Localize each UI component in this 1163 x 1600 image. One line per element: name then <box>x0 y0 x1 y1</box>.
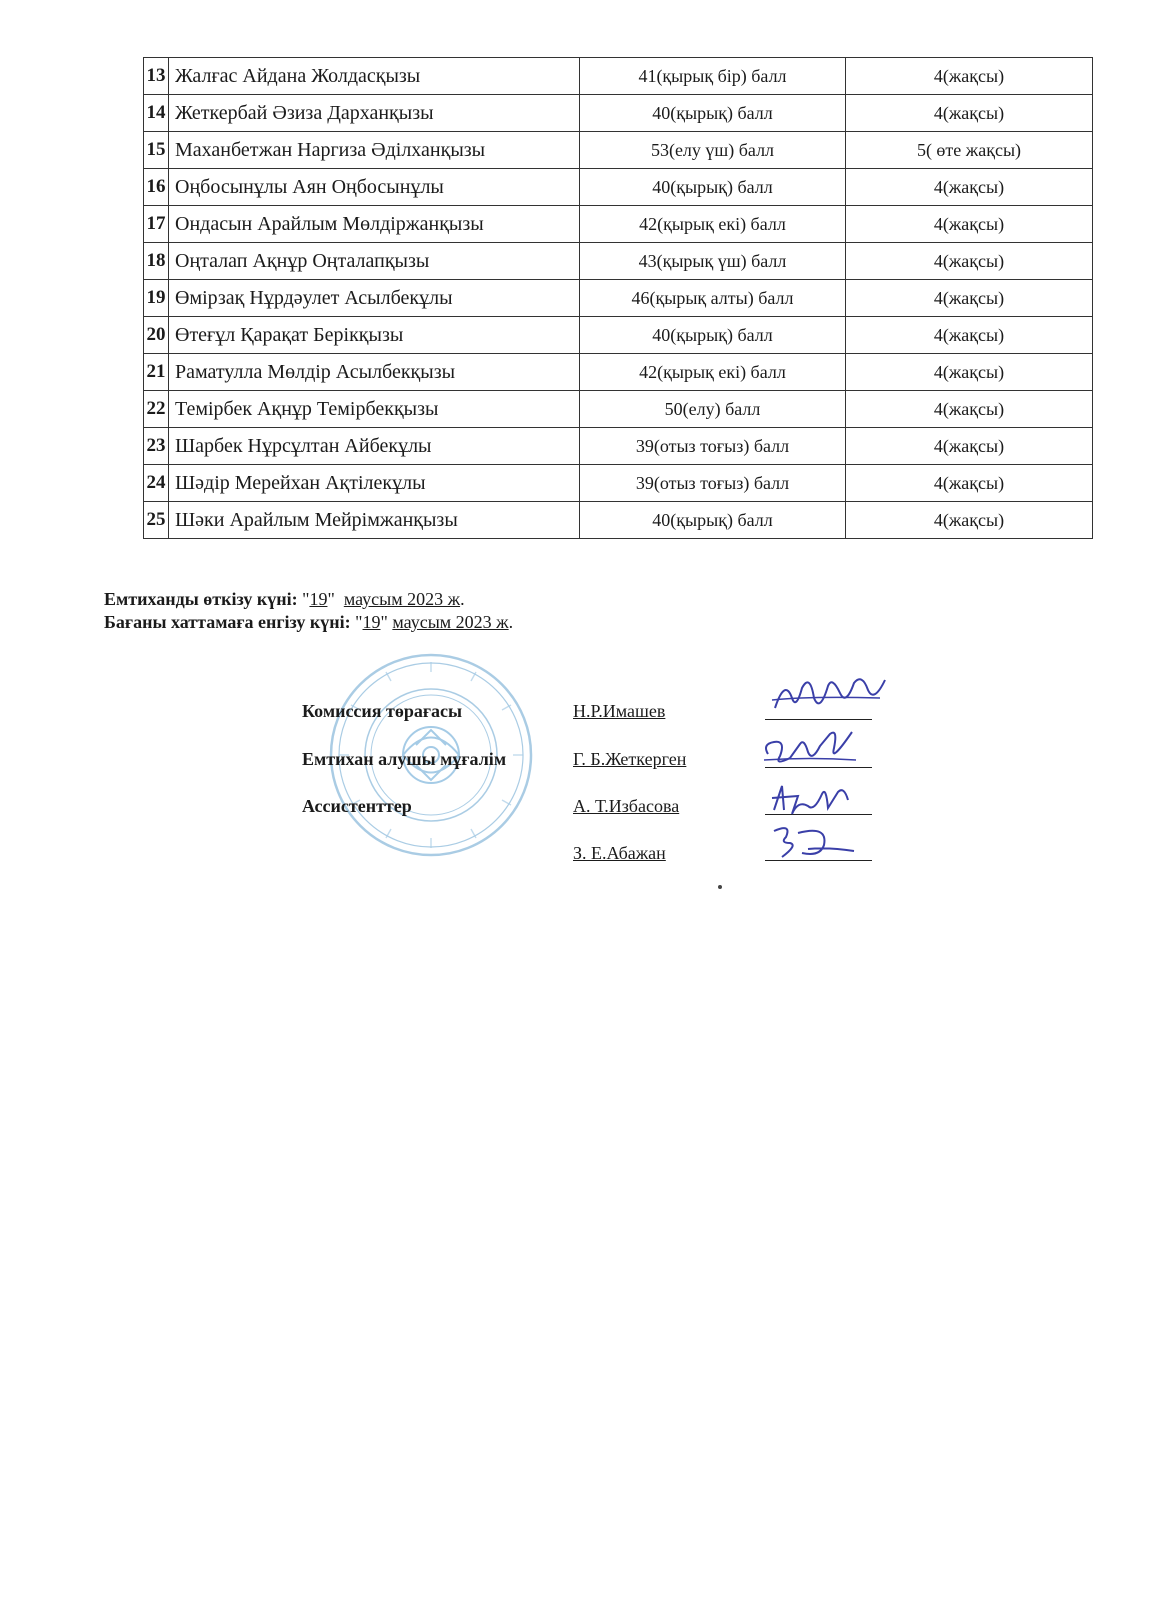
row-number: 18 <box>144 243 169 280</box>
table-row <box>144 58 1093 95</box>
score-cell: 40(қырық) балл <box>580 317 846 354</box>
student-name: Раматулла Мөлдір Асылбекқызы <box>169 354 580 391</box>
grade-cell: 4(жақсы) <box>846 428 1093 465</box>
grade-cell: 4(жақсы) <box>846 169 1093 206</box>
grade-cell: 4(жақсы) <box>846 391 1093 428</box>
score-cell: 41(қырық бір) балл <box>580 58 846 95</box>
score-cell: 53(елу үш) балл <box>580 132 846 169</box>
exam-date-month-year: маусым 2023 ж <box>343 589 461 609</box>
score-cell: 39(отыз тоғыз) балл <box>580 428 846 465</box>
assistant1-signature-icon <box>768 780 858 820</box>
grade-cell: 4(жақсы) <box>846 502 1093 539</box>
protocol-date-day: 19 <box>362 612 381 632</box>
table-row <box>144 354 1093 391</box>
student-name: Оңталап Ақнұр Оңталапқызы <box>169 243 580 280</box>
score-cell: 46(қырық алты) балл <box>580 280 846 317</box>
row-number: 25 <box>144 502 169 539</box>
grade-cell: 4(жақсы) <box>846 206 1093 243</box>
grade-cell: 4(жақсы) <box>846 95 1093 132</box>
assistant2-name: З. Е.Абажан <box>573 843 666 863</box>
exam-date-line: Емтиханды өткізу күні: "19" маусым 2023 ж. <box>104 589 465 609</box>
examiner-signature-icon <box>760 724 860 772</box>
row-number: 23 <box>144 428 169 465</box>
row-number: 19 <box>144 280 169 317</box>
protocol-date-month-year: маусым 2023 ж <box>392 612 509 632</box>
chair-signature-icon <box>770 668 890 718</box>
examiner-name: Г. Б.Жеткерген <box>573 749 687 769</box>
row-number: 24 <box>144 465 169 502</box>
table-row <box>144 132 1093 169</box>
grade-cell: 4(жақсы) <box>846 465 1093 502</box>
assistant2-signature-icon <box>768 823 858 861</box>
score-cell: 42(қырық екі) балл <box>580 354 846 391</box>
row-number: 14 <box>144 95 169 132</box>
grades-table-body <box>144 58 1093 539</box>
score-cell: 39(отыз тоғыз) балл <box>580 465 846 502</box>
row-number: 20 <box>144 317 169 354</box>
chair-name: Н.Р.Имашев <box>573 701 666 721</box>
table-row <box>144 243 1093 280</box>
student-name: Жалғас Айдана Жолдасқызы <box>169 58 580 95</box>
row-number: 13 <box>144 58 169 95</box>
student-name: Жеткербай Әзиза Дарханқызы <box>169 95 580 132</box>
chair-signature-line <box>765 719 872 720</box>
student-name: Темірбек Ақнұр Темірбекқызы <box>169 391 580 428</box>
score-cell: 40(қырық) балл <box>580 169 846 206</box>
row-number: 17 <box>144 206 169 243</box>
grade-cell: 4(жақсы) <box>846 243 1093 280</box>
student-name: Өтеғұл Қарақат Берікқызы <box>169 317 580 354</box>
grade-cell: 4(жақсы) <box>846 280 1093 317</box>
table-row <box>144 206 1093 243</box>
examiner-role: Емтихан алушы мұғалім <box>302 749 507 769</box>
table-row <box>144 280 1093 317</box>
table-row <box>144 502 1093 539</box>
student-name: Ондасын Арайлым Мөлдіржанқызы <box>169 206 580 243</box>
student-name: Оңбосынұлы Аян Оңбосынұлы <box>169 169 580 206</box>
assistants-role: Ассистенттер <box>302 796 412 816</box>
exam-date-label: Емтиханды өткізу күні: <box>104 589 298 609</box>
exam-date-day: 19 <box>309 589 328 609</box>
table-row <box>144 317 1093 354</box>
row-number: 22 <box>144 391 169 428</box>
protocol-date-line: Бағаны хаттамаға енгізу күні: "19" маусым 2023 ж. <box>104 612 514 632</box>
student-name: Шарбек Нұрсұлтан Айбекұлы <box>169 428 580 465</box>
row-number: 16 <box>144 169 169 206</box>
score-cell: 43(қырық үш) балл <box>580 243 846 280</box>
dates-block <box>104 588 513 634</box>
scan-speck <box>718 885 722 889</box>
assistant1-name: А. Т.Избасова <box>573 796 680 816</box>
grade-cell: 4(жақсы) <box>846 317 1093 354</box>
grade-cell: 5( өте жақсы) <box>846 132 1093 169</box>
protocol-date-label: Бағаны хаттамаға енгізу күні: <box>104 612 351 632</box>
student-name: Шәки Арайлым Мейрімжанқызы <box>169 502 580 539</box>
score-cell: 40(қырық) балл <box>580 95 846 132</box>
table-row <box>144 95 1093 132</box>
student-name: Маханбетжан Наргиза Әділханқызы <box>169 132 580 169</box>
score-cell: 42(қырық екі) балл <box>580 206 846 243</box>
table-row <box>144 391 1093 428</box>
grade-cell: 4(жақсы) <box>846 58 1093 95</box>
chair-role: Комиссия төрағасы <box>302 701 463 721</box>
row-number: 21 <box>144 354 169 391</box>
table-row <box>144 428 1093 465</box>
grade-cell: 4(жақсы) <box>846 354 1093 391</box>
score-cell: 40(қырық) балл <box>580 502 846 539</box>
grades-table <box>143 57 1093 539</box>
row-number: 15 <box>144 132 169 169</box>
student-name: Шәдір Мерейхан Ақтілекұлы <box>169 465 580 502</box>
table-row <box>144 169 1093 206</box>
student-name: Өмірзақ Нұрдәулет Асылбекұлы <box>169 280 580 317</box>
table-row <box>144 465 1093 502</box>
score-cell: 50(елу) балл <box>580 391 846 428</box>
